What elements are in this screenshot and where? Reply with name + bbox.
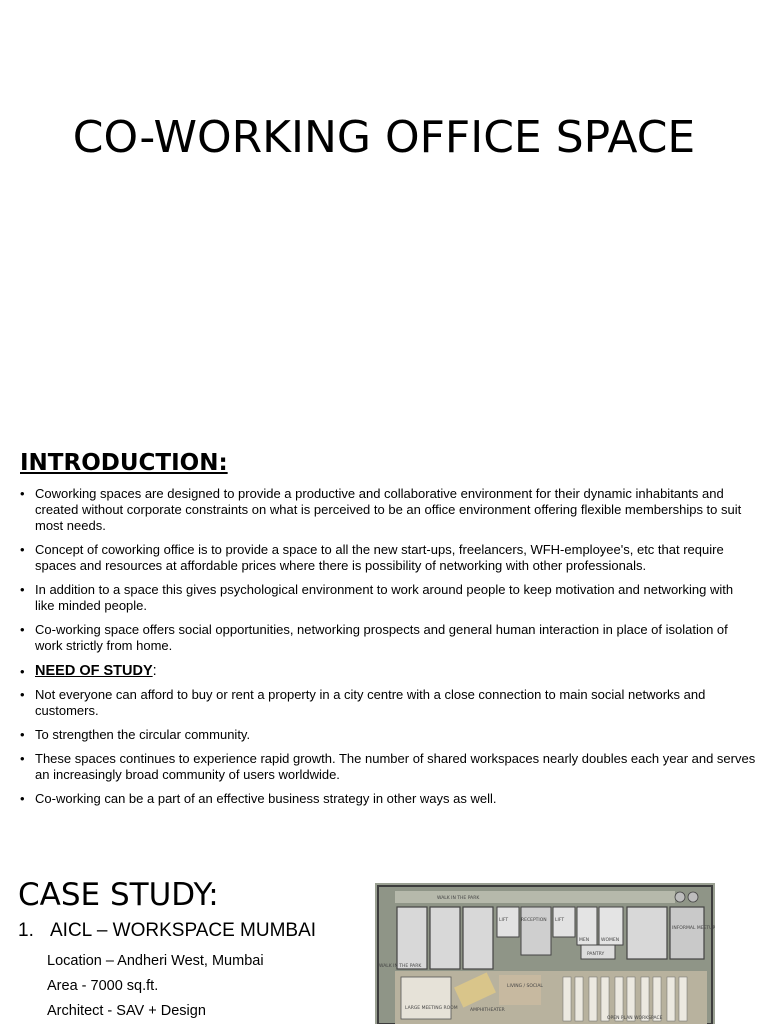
page-title: CO-WORKING OFFICE SPACE: [72, 112, 696, 163]
plan-label-pantry: PANTRY: [587, 952, 605, 957]
plan-label-men: MEN: [579, 938, 590, 943]
plan-label-reception: RECEPTION: [521, 918, 547, 923]
case-study-heading: CASE STUDY:: [18, 877, 219, 913]
plan-label-informal: INFORMAL MEETUP: [672, 926, 715, 931]
floor-plan-image: [375, 883, 715, 1024]
list-item: • These spaces continues to experience rapid growth. The number of shared workspaces nearly doubles each year and serves an increasingly broad community of users worldwide.: [20, 751, 756, 783]
list-item: • Concept of coworking office is to provide a space to all the new start-ups, freelancers, WFH-employee's, etc that require spaces and resources at affordable prices where there is possibility of networking with other professionals.: [20, 542, 756, 574]
case-study-item: [18, 918, 316, 944]
list-item: • In addition to a space this gives psychological environment to work around people to keep motivation and networking with like minded people.: [20, 582, 756, 614]
plan-label-large-meeting: LARGE MEETING ROOM: [405, 1006, 458, 1011]
plan-label-open-plan: OPEN PLAN WORKSPACE: [607, 1016, 663, 1021]
introduction-heading: INTRODUCTION:: [20, 450, 228, 476]
case-study-architect: Architect - SAV + Design: [47, 1003, 206, 1019]
case-study-area: Area - 7000 sq.ft.: [47, 978, 159, 994]
plan-label-amphitheater: AMPHITHEATER: [470, 1008, 505, 1013]
plan-label-walk-side: WALK IN THE PARK: [379, 964, 422, 969]
plan-label-lift: LIFT: [555, 918, 565, 923]
plan-label-living: LIVING / SOCIAL: [507, 984, 543, 989]
case-study-title: AICL – WORKSPACE MUMBAI: [50, 920, 317, 941]
need-of-study-colon: :: [152, 663, 157, 679]
case-study-number: 1.: [18, 920, 34, 941]
need-of-study-label: NEED OF STUDY: [35, 663, 153, 679]
plan-label-women: WOMEN: [601, 938, 620, 943]
list-item: • Co-working space offers social opportunities, networking prospects and general human interaction in place of isolation of work strictly from home.: [20, 622, 756, 654]
plan-label-walk: WALK IN THE PARK: [437, 896, 480, 901]
list-item: • Not everyone can afford to buy or rent a property in a city centre with a close connection to main social networks and customers.: [20, 687, 756, 719]
list-item: • Coworking spaces are designed to provide a productive and collaborative environment for their dynamic inhabitants and created without corporate constraints on what is perceived to be an office environment offering flexible memberships to suit most needs.: [20, 486, 756, 534]
list-item: • To strengthen the circular community.: [20, 727, 756, 743]
need-of-study-heading: [20, 662, 756, 681]
plan-label-lift: LIFT: [499, 918, 509, 923]
bullet-list: [20, 486, 756, 815]
case-study-location: Location – Andheri West, Mumbai: [47, 953, 264, 969]
list-item: • Co-working can be a part of an effective business strategy in other ways as well.: [20, 791, 756, 807]
